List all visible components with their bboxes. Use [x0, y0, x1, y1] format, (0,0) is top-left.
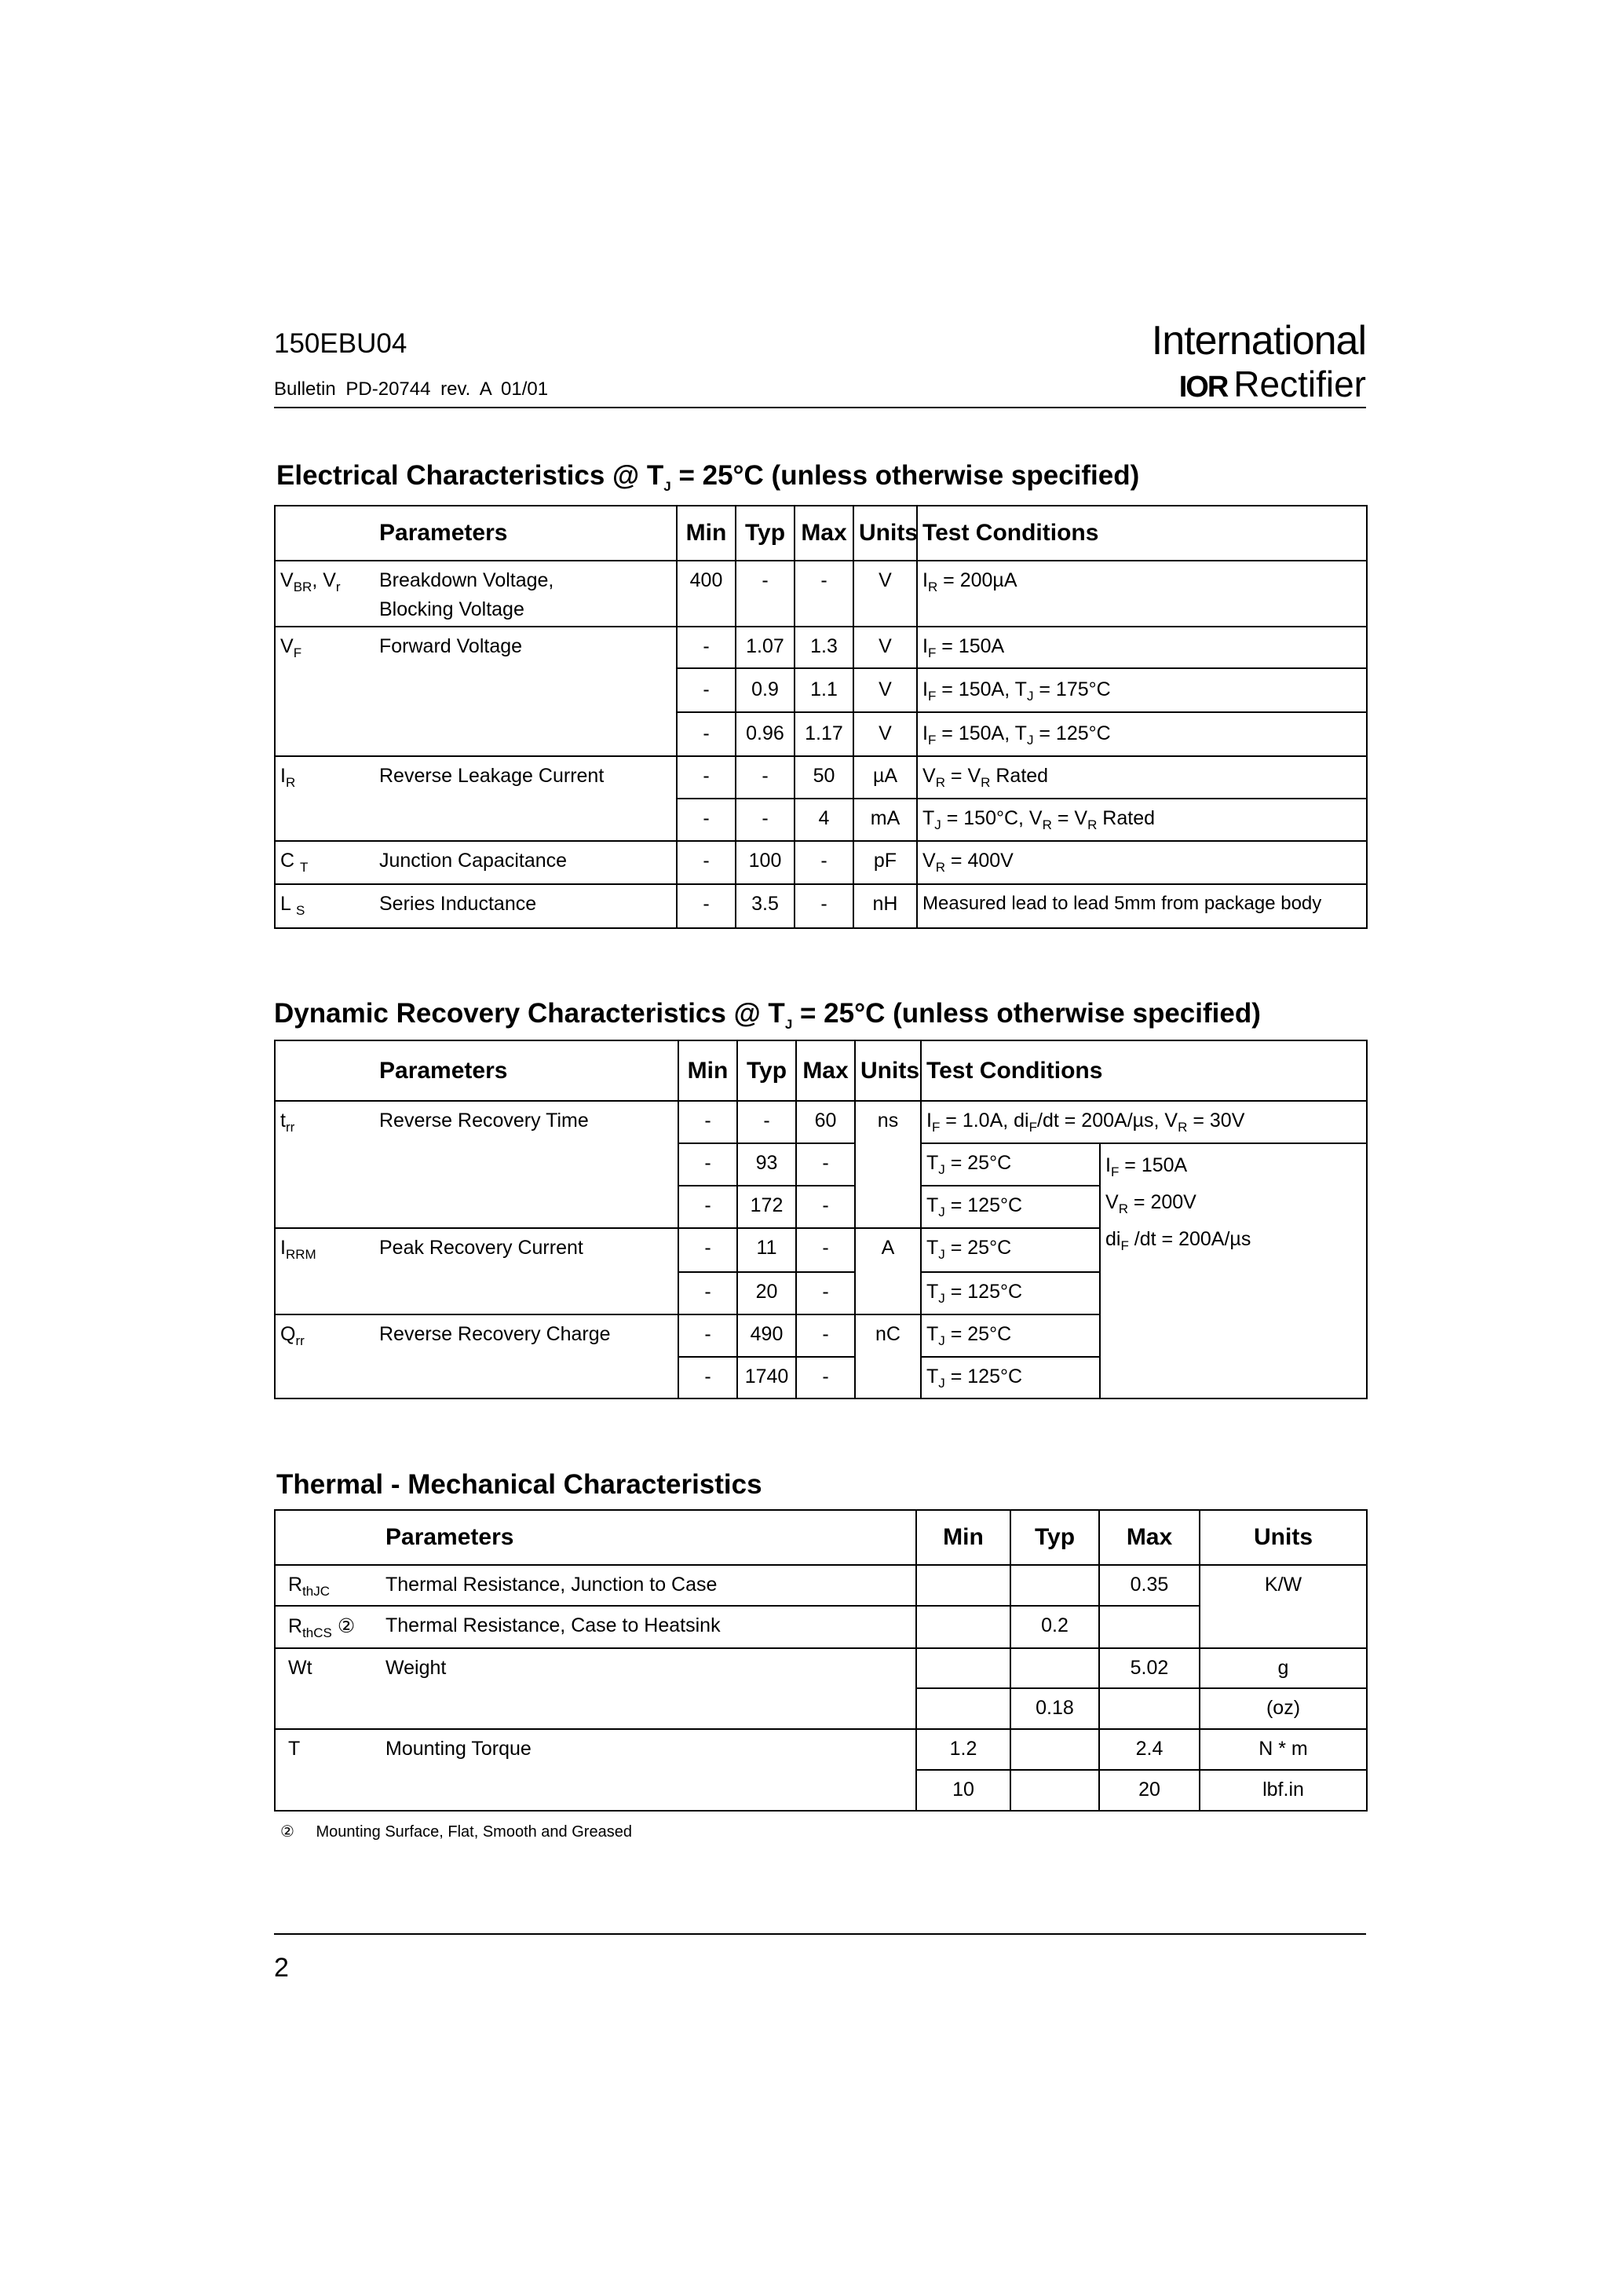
table-cell: (oz)	[1200, 1688, 1367, 1729]
table-cell: $R_{thCS}$ ②	[275, 1606, 381, 1648]
table-cell: Weight	[381, 1648, 916, 1688]
table-cell: 0.35	[1099, 1565, 1200, 1606]
electrical-title: Electrical Characteristics @ $T_J = 25^\circ C$ (unless otherwise specified)	[276, 460, 1140, 494]
table-cell: 0.2	[1010, 1606, 1099, 1648]
table-cell: -	[678, 1228, 737, 1272]
table-cell: -	[796, 1186, 855, 1228]
table-cell: 0.9	[736, 668, 795, 712]
table-cell: mA	[853, 799, 917, 841]
table-cell	[374, 712, 677, 756]
table-cell: 20	[737, 1272, 796, 1314]
table-cell	[275, 712, 374, 756]
table-cell: Thermal Resistance, Junction to Case	[381, 1565, 916, 1606]
table-cell: 490	[737, 1314, 796, 1357]
table-cell: -	[677, 884, 736, 928]
table-cell	[275, 1143, 374, 1186]
table-cell: $T_J = 25^\circ C$	[921, 1314, 1100, 1357]
table-cell	[275, 1186, 374, 1228]
table-cell: $T_J = 125^\circ C$	[921, 1186, 1100, 1228]
dynamic-table	[274, 1040, 1368, 1399]
table-cell: -	[796, 1357, 855, 1398]
table-cell: -	[678, 1186, 737, 1228]
table-row	[275, 1729, 1367, 1770]
table-cell	[275, 668, 374, 712]
table-cell: Parameters	[381, 1510, 916, 1565]
cond-header: Test Conditions	[917, 506, 1367, 561]
table-cell	[1010, 1729, 1099, 1770]
table-cell: Test Conditions	[921, 1040, 1367, 1101]
table-row	[275, 1770, 1367, 1811]
table-cell: -	[678, 1143, 737, 1186]
table-cell: $t_{rr}$	[275, 1101, 374, 1143]
table-row	[275, 627, 1367, 668]
table-cell: $I_R = 200\mu A$	[917, 561, 1367, 627]
table-cell: 400	[677, 561, 736, 627]
table-cell: 93	[737, 1143, 796, 1186]
table-cell: -	[796, 1314, 855, 1357]
table-row	[275, 1143, 1367, 1186]
table-cell: 3.5	[736, 884, 795, 928]
table-cell	[381, 1688, 916, 1729]
common-conditions: $I_F = 150A$ $V_R = 200V$ $di_F$ /dt = 200A/µs	[1100, 1143, 1367, 1398]
table-cell: 10	[916, 1770, 1010, 1811]
logo-rectifier	[1179, 363, 1366, 405]
table-cell	[374, 1143, 678, 1186]
table-cell: -	[677, 668, 736, 712]
table-cell: Reverse Recovery Charge	[374, 1314, 678, 1357]
table-cell: -	[736, 561, 795, 627]
ior-logo: IOR	[1178, 371, 1228, 404]
footnote-text: Mounting Surface, Flat, Smooth and Greased	[316, 1823, 632, 1841]
table-cell: Typ	[1010, 1510, 1099, 1565]
dynamic-title: Dynamic Recovery Characteristics @ $T_J = 25^\circ C$ (unless otherwise specified)	[274, 998, 1261, 1032]
table-cell: $T_J = 25^\circ C$	[921, 1143, 1100, 1186]
table-cell	[275, 1510, 381, 1565]
footer-rule	[274, 1933, 1366, 1935]
table-cell: Forward Voltage	[374, 627, 677, 668]
table-cell: -	[795, 884, 853, 928]
table-cell: $V_R = 400V$	[917, 841, 1367, 884]
table-cell: $I_{RRM}$	[275, 1228, 374, 1272]
table-cell: L $_S$	[275, 884, 374, 928]
table-row	[275, 561, 1367, 627]
table-cell	[374, 1272, 678, 1314]
table-cell: 1.3	[795, 627, 853, 668]
table-cell: $V_{BR}$, $V_r$	[275, 561, 374, 627]
table-cell: 5.02	[1099, 1648, 1200, 1688]
table-cell: -	[677, 756, 736, 799]
logo-rectifier-text: Rectifier	[1233, 364, 1366, 404]
table-cell: Measured lead to lead 5mm from package body	[917, 884, 1367, 928]
table-cell: 4	[795, 799, 853, 841]
table-cell: 20	[1099, 1770, 1200, 1811]
table-cell: 100	[736, 841, 795, 884]
table-cell	[916, 1565, 1010, 1606]
table-cell: µA	[853, 756, 917, 799]
table-cell: Parameters	[374, 1040, 678, 1101]
table-row	[275, 1101, 1367, 1143]
table-cell: -	[796, 1272, 855, 1314]
table-cell: -	[677, 712, 736, 756]
table-cell: ns	[855, 1101, 921, 1228]
table-cell: N * m	[1200, 1729, 1367, 1770]
table-header-row	[275, 1510, 1367, 1565]
table-cell: -	[796, 1228, 855, 1272]
table-cell: -	[796, 1143, 855, 1186]
table-cell	[275, 1770, 381, 1811]
table-cell: K/W	[1200, 1565, 1367, 1648]
table-header-row	[275, 1040, 1367, 1101]
params-header: Parameters	[374, 506, 677, 561]
table-cell: $V_F$	[275, 627, 374, 668]
header-rule	[274, 407, 1366, 408]
table-cell: Max	[1099, 1510, 1200, 1565]
table-cell: -	[678, 1314, 737, 1357]
thermal-table	[274, 1509, 1368, 1812]
table-row	[275, 756, 1367, 799]
table-cell: V	[853, 561, 917, 627]
table-cell	[1010, 1648, 1099, 1688]
table-header-row	[275, 506, 1367, 561]
part-number: 150EBU04	[274, 328, 407, 359]
table-cell: nH	[853, 884, 917, 928]
table-cell	[916, 1648, 1010, 1688]
table-cell: 0.96	[736, 712, 795, 756]
table-cell: -	[678, 1101, 737, 1143]
table-cell	[1010, 1770, 1099, 1811]
table-cell: Max	[796, 1040, 855, 1101]
table-cell: Peak Recovery Current	[374, 1228, 678, 1272]
table-cell: -	[795, 561, 853, 627]
table-cell: $T_J = 125^\circ C$	[921, 1357, 1100, 1398]
table-cell: -	[736, 756, 795, 799]
table-cell	[275, 1357, 374, 1398]
table-cell: -	[677, 799, 736, 841]
table-cell	[1099, 1688, 1200, 1729]
table-cell	[374, 799, 677, 841]
table-cell: $T_J = 125^\circ C$	[921, 1272, 1100, 1314]
table-cell: lbf.in	[1200, 1770, 1367, 1811]
table-cell	[916, 1688, 1010, 1729]
table-cell: Typ	[737, 1040, 796, 1101]
table-cell: 1.1	[795, 668, 853, 712]
units-header: Units	[853, 506, 917, 561]
table-cell: Min	[916, 1510, 1010, 1565]
table-cell: Mounting Torque	[381, 1729, 916, 1770]
table-cell: C $_T$	[275, 841, 374, 884]
footnote-mark: ②	[280, 1823, 294, 1841]
bulletin-line: Bulletin PD-20744 rev. A 01/01	[274, 378, 549, 400]
table-row	[275, 884, 1367, 928]
table-cell: Junction Capacitance	[374, 841, 677, 884]
table-cell	[275, 1688, 381, 1729]
table-cell: nC	[855, 1314, 921, 1398]
table-cell: Breakdown Voltage, Blocking Voltage	[374, 561, 677, 627]
table-cell	[275, 1040, 374, 1101]
table-cell: $Q_{rr}$	[275, 1314, 374, 1357]
table-cell: -	[678, 1357, 737, 1398]
table-cell: 0.18	[1010, 1688, 1099, 1729]
table-cell: g	[1200, 1648, 1367, 1688]
table-cell: -	[736, 799, 795, 841]
logo-international: International	[1151, 318, 1366, 364]
table-cell: Thermal Resistance, Case to Heatsink	[381, 1606, 916, 1648]
sym-header	[275, 506, 374, 561]
table-cell	[275, 799, 374, 841]
table-cell: V	[853, 712, 917, 756]
table-cell: 50	[795, 756, 853, 799]
table-cell: 11	[737, 1228, 796, 1272]
table-cell: 172	[737, 1186, 796, 1228]
table-cell: Reverse Recovery Time	[374, 1101, 678, 1143]
table-cell	[374, 1186, 678, 1228]
table-cell: $I_F = 1.0A$, $di_F/dt = 200A/\mu s$, $V_R = 30V$	[921, 1101, 1367, 1143]
max-header: Max	[795, 506, 853, 561]
page-number: 2	[274, 1953, 289, 1983]
table-cell: Min	[678, 1040, 737, 1101]
table-cell: Units	[855, 1040, 921, 1101]
table-cell: 2.4	[1099, 1729, 1200, 1770]
table-cell	[1010, 1565, 1099, 1606]
table-cell	[1099, 1606, 1200, 1648]
table-cell: Units	[1200, 1510, 1367, 1565]
table-cell: 1.17	[795, 712, 853, 756]
table-row	[275, 799, 1367, 841]
table-cell: Reverse Leakage Current	[374, 756, 677, 799]
table-cell: 1740	[737, 1357, 796, 1398]
table-cell	[275, 1272, 374, 1314]
table-cell: $I_F = 150A$, $T_J = 125^\circ C$	[917, 712, 1367, 756]
table-row	[275, 1688, 1367, 1729]
table-row	[275, 1648, 1367, 1688]
table-cell	[916, 1606, 1010, 1648]
electrical-table	[274, 505, 1368, 929]
table-cell	[381, 1770, 916, 1811]
thermal-title: Thermal - Mechanical Characteristics	[276, 1469, 762, 1500]
table-cell: 1.07	[736, 627, 795, 668]
table-cell: -	[677, 841, 736, 884]
table-row	[275, 712, 1367, 756]
typ-header: Typ	[736, 506, 795, 561]
footnote	[280, 1822, 632, 1841]
table-cell: $I_F = 150A$, $T_J = 175^\circ C$	[917, 668, 1367, 712]
table-cell: V	[853, 668, 917, 712]
table-cell: T	[275, 1729, 381, 1770]
table-cell: $I_F = 150A$	[917, 627, 1367, 668]
table-cell: 60	[796, 1101, 855, 1143]
table-cell: $V_R = V_R$ Rated	[917, 756, 1367, 799]
table-row	[275, 668, 1367, 712]
table-cell: $I_R$	[275, 756, 374, 799]
table-cell: -	[678, 1272, 737, 1314]
table-cell: Wt	[275, 1648, 381, 1688]
min-header: Min	[677, 506, 736, 561]
table-cell: Series Inductance	[374, 884, 677, 928]
table-cell	[374, 668, 677, 712]
table-cell: A	[855, 1228, 921, 1314]
table-cell: $T_J = 25^\circ C$	[921, 1228, 1100, 1272]
table-cell: $T_J = 150^\circ C$, $V_R = V_R$ Rated	[917, 799, 1367, 841]
table-cell: V	[853, 627, 917, 668]
table-row	[275, 841, 1367, 884]
table-cell: -	[677, 627, 736, 668]
table-cell: $R_{thJC}$	[275, 1565, 381, 1606]
table-cell: -	[795, 841, 853, 884]
table-row	[275, 1565, 1367, 1606]
table-cell: 1.2	[916, 1729, 1010, 1770]
table-cell: -	[737, 1101, 796, 1143]
table-cell: pF	[853, 841, 917, 884]
table-cell	[374, 1357, 678, 1398]
